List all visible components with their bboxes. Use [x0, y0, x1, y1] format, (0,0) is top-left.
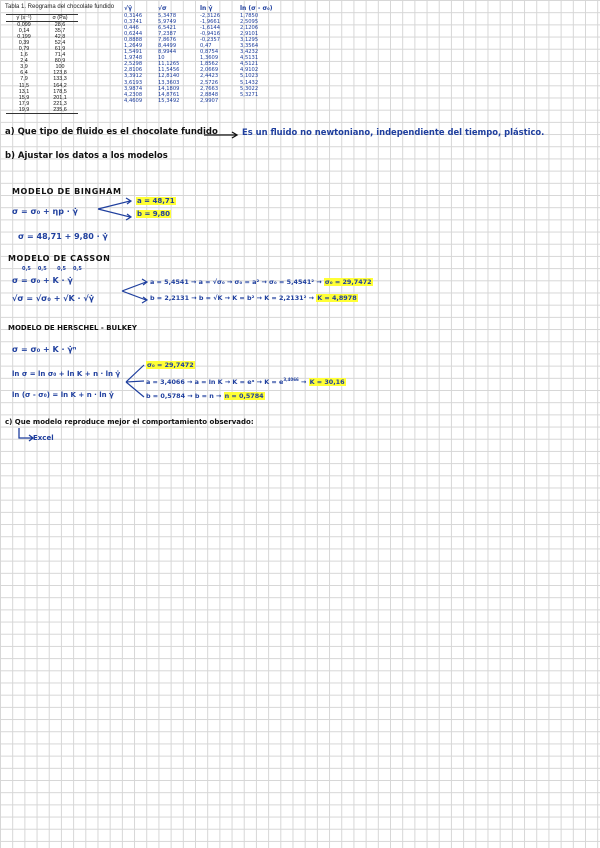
column-sqrt-gamma [124, 5, 142, 104]
stress-cell: 178,5 [53, 88, 67, 95]
column-header: ln γ̇ [200, 5, 213, 12]
column-value: -2,3126 [200, 13, 221, 19]
column-value: 3,3912 [124, 73, 143, 80]
column-value: 1,5491 [124, 49, 143, 56]
bingham-title: MODELO DE BINGHAM [12, 187, 122, 196]
column-value [240, 98, 273, 104]
herschel-a-exponent: 3,4066 [283, 377, 299, 382]
column-value: 1,2649 [124, 43, 143, 50]
column-value: 3,9874 [124, 85, 143, 92]
column-value: 2,8848 [200, 91, 219, 98]
column-value: 4,4609 [124, 97, 143, 104]
column-value: 0,3146 [124, 13, 143, 19]
bingham-fitted-equation: σ = 48,71 + 9,80 · γ̇ [18, 232, 108, 241]
shear-rate-cell: 0,099 [17, 22, 31, 29]
column-value: 4,2308 [124, 91, 143, 98]
arrow-right-icon [204, 132, 240, 138]
shear-rate-cell: 19,9 [6, 107, 42, 114]
shear-rate-cell: 15,9 [18, 94, 30, 101]
stress-cell: 133,3 [53, 76, 67, 83]
casson-equation-2: √σ = √σ₀ + √K · √γ̇ [12, 294, 95, 303]
casson-b-result: K = 4,8978 [317, 294, 357, 302]
column-value: 2,5095 [240, 19, 259, 26]
column-value: 2,1206 [240, 25, 259, 32]
column-value: 5,1432 [240, 79, 259, 86]
column-value: -1,9661 [200, 19, 221, 26]
column-value: 6,5421 [158, 25, 177, 32]
column-value: 4,9102 [240, 67, 259, 74]
table-header-shear-rate: γ̇ (s⁻¹) [6, 15, 42, 22]
column-value: 15,3492 [158, 97, 180, 104]
column-value: 1,7850 [240, 13, 259, 19]
herschel-a-value: a = 3,4066 [146, 378, 185, 387]
bingham-equation: σ = σ₀ + ηp · γ̇ [12, 207, 78, 216]
column-value: 13,3603 [158, 79, 180, 86]
column-value: 2,7663 [200, 85, 219, 92]
shear-rate-cell: 0,79 [18, 46, 30, 53]
column-value: 10 [158, 55, 165, 62]
column-value: 0,446 [124, 25, 139, 32]
column-ln-sigma [240, 5, 273, 104]
column-value: 2,8106 [124, 67, 143, 74]
shear-rate-cell: 1,6 [20, 52, 28, 59]
column-value: 5,3478 [158, 13, 177, 19]
column-value: 1,8562 [200, 61, 219, 68]
casson-exponents: 0,5 0,5 0,5 0,5 [22, 266, 82, 272]
column-value: 2,5726 [200, 79, 219, 86]
column-value: 0,47 [200, 43, 212, 50]
column-value: 5,1023 [240, 73, 259, 80]
column-value: 14,1809 [158, 85, 180, 92]
column-ln-gamma [200, 5, 220, 104]
shear-rate-cell: 0,39 [18, 40, 30, 47]
stress-cell: 71,4 [54, 52, 66, 59]
stress-cell: 201,1 [53, 94, 67, 101]
column-value: 4,5121 [240, 61, 259, 68]
herschel-a-chain: → a = ln K → K = eᵃ → K = e [187, 378, 284, 387]
herschel-a-result: K = 30,16 [309, 378, 345, 387]
casson-a-chain: → a = √σ₀ → σ₀ = a² → σ₀ = 5,4541² → [191, 278, 322, 286]
column-value: 14,8761 [158, 91, 180, 98]
column-value: 3,6193 [124, 79, 143, 86]
stress-cell: 35,7 [54, 28, 66, 35]
branch-arrow-icon [120, 278, 150, 304]
column-value: 2,4423 [200, 73, 219, 80]
stress-cell: 100 [55, 64, 65, 71]
answer-c: Excel [33, 434, 54, 442]
casson-row-a [150, 278, 373, 286]
shear-rate-cell: 6,4 [20, 70, 28, 77]
column-sqrt-sigma [158, 5, 179, 104]
table-header-stress: σ (Pa) [42, 15, 78, 22]
column-header: √γ̇ [124, 5, 133, 12]
column-value: 2,5298 [124, 61, 143, 68]
rheogram-table [6, 14, 78, 114]
herschel-log-equation-2: ln (σ - σ₀) = ln K + n · ln γ̇ [12, 391, 114, 399]
question-b: b) Ajustar los datos a los modelos [5, 151, 168, 161]
casson-b-value: b = 2,2131 [150, 294, 190, 302]
column-value: 1,3609 [200, 55, 219, 62]
column-value: -1,6144 [200, 25, 221, 32]
shear-rate-cell: 3,9 [20, 64, 28, 71]
stress-cell: 80,9 [54, 58, 66, 65]
stress-cell: 235,6 [42, 107, 78, 114]
column-value: 1,9748 [124, 55, 143, 62]
table-caption: Tabla 1. Reograma del chocolate fundido [5, 4, 115, 10]
herschel-equation: σ = σ₀ + K · γ̇ⁿ [12, 345, 77, 354]
question-c: c) Que modelo reproduce mejor el comportamiento observado: [5, 418, 254, 426]
stress-cell: 123,8 [53, 70, 67, 77]
column-value: 2,9101 [240, 31, 259, 38]
table-row [6, 107, 78, 114]
shear-rate-cell: 0,199 [17, 34, 31, 41]
column-header: ln (σ - σ₀) [240, 5, 273, 12]
bingham-result-b: b = 9,80 [137, 210, 171, 218]
herschel-row-b [146, 392, 265, 400]
herschel-sigma0: σ₀ = 29,7472 [147, 361, 194, 369]
shear-rate-cell: 17,9 [18, 100, 30, 107]
column-value: 2,9907 [200, 97, 219, 104]
column-value: 5,3271 [240, 91, 259, 98]
shear-rate-cell: 13,1 [18, 88, 30, 95]
column-value: 12,8140 [158, 73, 180, 80]
branch-arrow-icon [96, 198, 134, 220]
column-value: -0,9416 [200, 31, 221, 38]
column-value: 0,8888 [124, 37, 143, 44]
column-value: 5,9749 [158, 19, 177, 26]
casson-title: MODELO DE CASSON [8, 254, 111, 263]
column-value: 3,4232 [240, 49, 259, 56]
branch-arrow-icon [124, 362, 148, 400]
stress-cell: 28,6 [54, 22, 66, 29]
casson-b-chain: → b = √K → K = b² → K = 2,2131² → [191, 294, 314, 302]
column-value: 8,4499 [158, 43, 177, 50]
column-value: 7,2387 [158, 31, 177, 38]
table-body [6, 22, 78, 114]
herschel-b-result: n = 0,5784 [224, 392, 264, 400]
answer-a: Es un fluido no newtoniano, independiente del tiempo, plástico. [242, 127, 545, 137]
stress-cell: 61,9 [54, 46, 66, 53]
question-a: a) Que tipo de fluido es el chocolate fundido [5, 127, 218, 137]
column-value: -0,2357 [200, 37, 221, 44]
herschel-log-equation-1: ln σ = ln σ₀ + ln K + n · ln γ̇ [12, 370, 121, 378]
casson-a-value: a = 5,4541 [150, 278, 189, 286]
bingham-result-a: a = 48,71 [137, 197, 175, 205]
stress-cell: 52,4 [54, 40, 66, 47]
column-value: 0,6244 [124, 31, 143, 38]
herschel-b-chain: → b = n → [187, 392, 222, 400]
shear-rate-cell: 2,4 [20, 58, 28, 65]
column-header: √σ [158, 5, 167, 12]
herschel-title: MODELO DE HERSCHEL - BULKEY [8, 324, 137, 332]
stress-cell: 42,8 [54, 34, 66, 41]
casson-a-result: σ₀ = 29,7472 [324, 278, 372, 286]
casson-row-b [150, 294, 358, 302]
column-value: 7,8676 [158, 37, 177, 44]
column-value: 5,3022 [240, 85, 259, 92]
column-value: 8,9944 [158, 49, 177, 56]
column-value: 11,5456 [158, 67, 180, 74]
casson-equation-1: σ = σ₀ + K · γ̇ [12, 276, 73, 285]
column-value: 0,8754 [200, 49, 219, 56]
column-value: 0,3741 [124, 19, 143, 26]
herschel-b-value: b = 0,5784 [146, 392, 186, 400]
shear-rate-cell: 7,9 [20, 76, 28, 83]
stress-cell: 164,2 [53, 82, 67, 89]
herschel-row-a: a = 3,4066 → a = ln K → K = eᵃ → $K = e^{3,4066} \to K = 30,16$ [146, 377, 345, 387]
column-value: 11,1265 [158, 61, 180, 68]
column-value: 3,3564 [240, 43, 259, 50]
column-value: 4,5131 [240, 55, 259, 62]
shear-rate-cell: 11,5 [18, 82, 30, 89]
column-value: 2,0669 [200, 67, 219, 74]
stress-cell: 221,3 [53, 100, 67, 107]
shear-rate-cell: 0,14 [18, 28, 30, 35]
column-value: 3,1295 [240, 37, 259, 44]
